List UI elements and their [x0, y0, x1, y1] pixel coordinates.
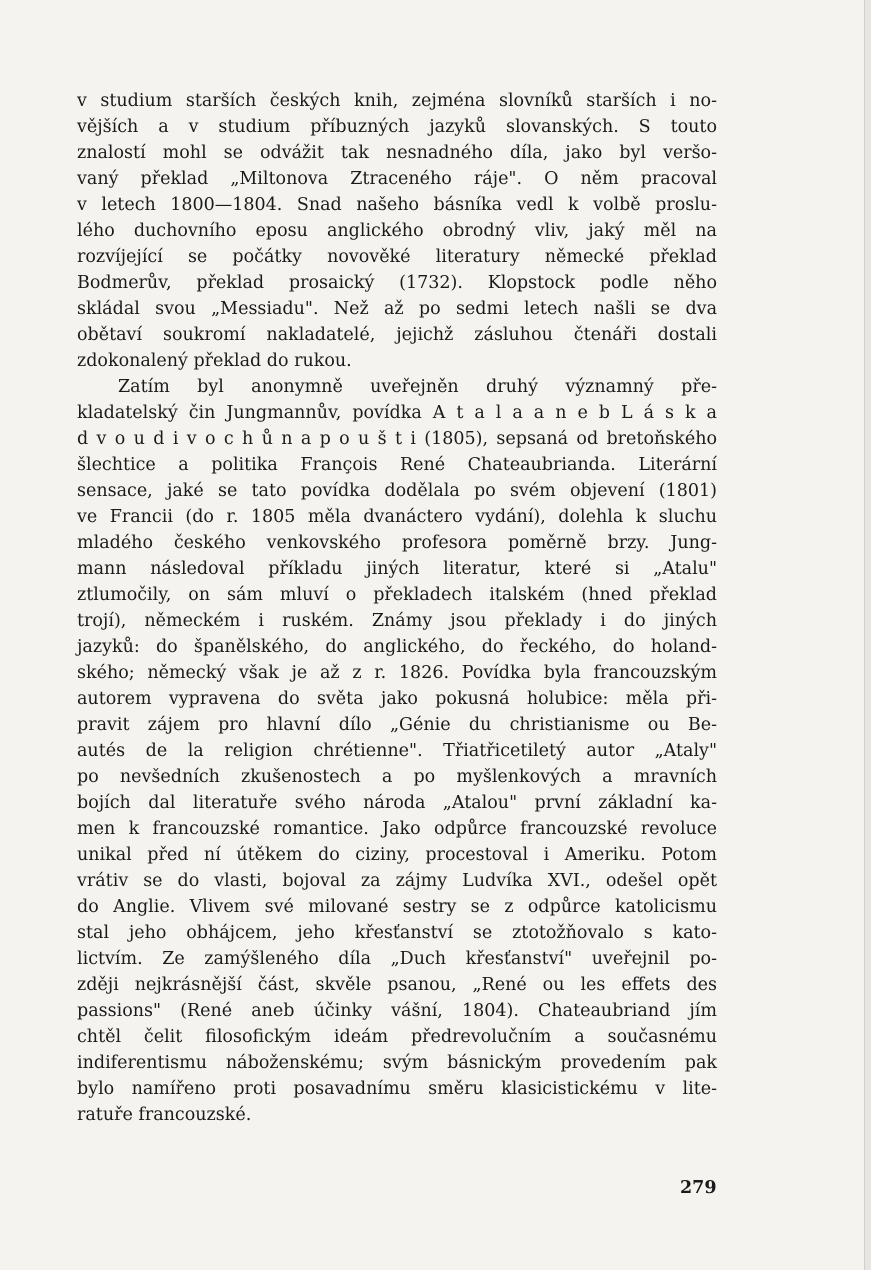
- text-line: ztlumočily, on sám mluví o překladech italském (hned překlad: [77, 585, 717, 605]
- text-line: sensace, jaké se tato povídka dodělala po svém objevení (1801): [77, 481, 717, 501]
- text-line: autorem vypravena do světa jako pokusná holubice: měla při-: [77, 689, 717, 709]
- text-line: do Anglie. Vlivem své milované sestry se z odpůrce katolicismu: [77, 897, 717, 917]
- text-line: rozvíjející se počátky novověké literatury německé překlad: [77, 247, 717, 267]
- text-line: jazyků: do španělského, do anglického, do řeckého, do holand-: [77, 637, 717, 657]
- text-line: lého duchovního eposu anglického obrodný vliv, jaký měl na: [77, 221, 717, 241]
- text-line: autés de la religion chrétienne". Třiatřicetiletý autor „Ataly": [77, 741, 717, 761]
- text-line: chtěl čelit filosofickým ideám předrevolučním a současnému: [77, 1027, 717, 1047]
- text-line: mladého českého venkovského profesora poměrně brzy. Jung-: [77, 533, 717, 553]
- text-line: znalostí mohl se odvážit tak nesnadného díla, jako byl veršo-: [77, 143, 717, 163]
- text-line: po nevšedních zkušenostech a po myšlenkových a mravních: [77, 767, 717, 787]
- text-line: šlechtice a politika François René Chateaubrianda. Literární: [77, 455, 717, 475]
- text-line: vrátiv se do vlasti, bojoval za zájmy Ludvíka XVI., odešel opět: [77, 871, 717, 891]
- text-line: obětaví soukromí nakladatelé, jejichž zásluhou čtenáři dostali: [77, 325, 717, 345]
- text-line: ratuře francouzské.: [77, 1105, 252, 1125]
- text-line: kladatelský čin Jungmannův, povídka A t a l a a n e b L á s k a: [77, 403, 717, 423]
- page-number: 279: [680, 1178, 717, 1198]
- text-line: men k francouzské romantice. Jako odpůrce francouzské revoluce: [77, 819, 717, 839]
- text-line: vaný překlad „Miltonova Ztraceného ráje". O něm pracoval: [77, 169, 717, 189]
- text-line: passions" (René aneb účinky vášní, 1804). Chateaubriand jím: [77, 1001, 717, 1021]
- text-line: mann následoval příkladu jiných literatur, které si „Atalu": [77, 559, 717, 579]
- text-line: trojí), německém i ruském. Známy jsou překlady i do jiných: [77, 611, 717, 631]
- text-line: pravit zájem pro hlavní dílo „Génie du christianisme ou Be-: [77, 715, 717, 735]
- page-edge: [864, 0, 871, 1270]
- text-line: unikal před ní útěkem do ciziny, procestoval i Ameriku. Potom: [77, 845, 717, 865]
- text-line: v letech 1800—1804. Snad našeho básníka vedl k volbě proslu-: [77, 195, 717, 215]
- text-line: ského; německý však je až z r. 1826. Povídka byla francouzským: [77, 663, 717, 683]
- text-line: v studium starších českých knih, zejména slovníků starších i no-: [77, 91, 717, 111]
- text-line: vějších a v studium příbuzných jazyků slovanských. S touto: [77, 117, 717, 137]
- paragraph-first-line: Zatím byl anonymně uveřejněn druhý významný pře-: [118, 377, 717, 397]
- text-line: indiferentismu náboženskému; svým básnickým provedením pak: [77, 1053, 717, 1073]
- text-line: ve Francii (do r. 1805 měla dvanáctero vydání), dolehla k sluchu: [77, 507, 717, 527]
- text-line: zdokonalený překlad do rukou.: [77, 351, 352, 371]
- text-line: bojích dal literatuře svého národa „Atalou" první základní ka-: [77, 793, 717, 813]
- text-line: d v o u d i v o c h ů n a p o u š t i (1805), sepsaná od bretoňského: [77, 429, 717, 449]
- text-line: zději nejkrásnější část, skvěle psanou, „René ou les effets des: [77, 975, 717, 995]
- text-line: skládal svou „Messiadu". Než až po sedmi letech našli se dva: [77, 299, 717, 319]
- text-line: Bodmerův, překlad prosaický (1732). Klopstock podle něho: [77, 273, 717, 293]
- text-line: bylo namířeno proti posavadnímu směru klasicistickému v lite-: [77, 1079, 717, 1099]
- text-line: lictvím. Ze zamýšleného díla „Duch křesťanství" uveřejnil po-: [77, 949, 717, 969]
- text-line: stal jeho obhájcem, jeho křesťanství se ztotožňovalo s kato-: [77, 923, 717, 943]
